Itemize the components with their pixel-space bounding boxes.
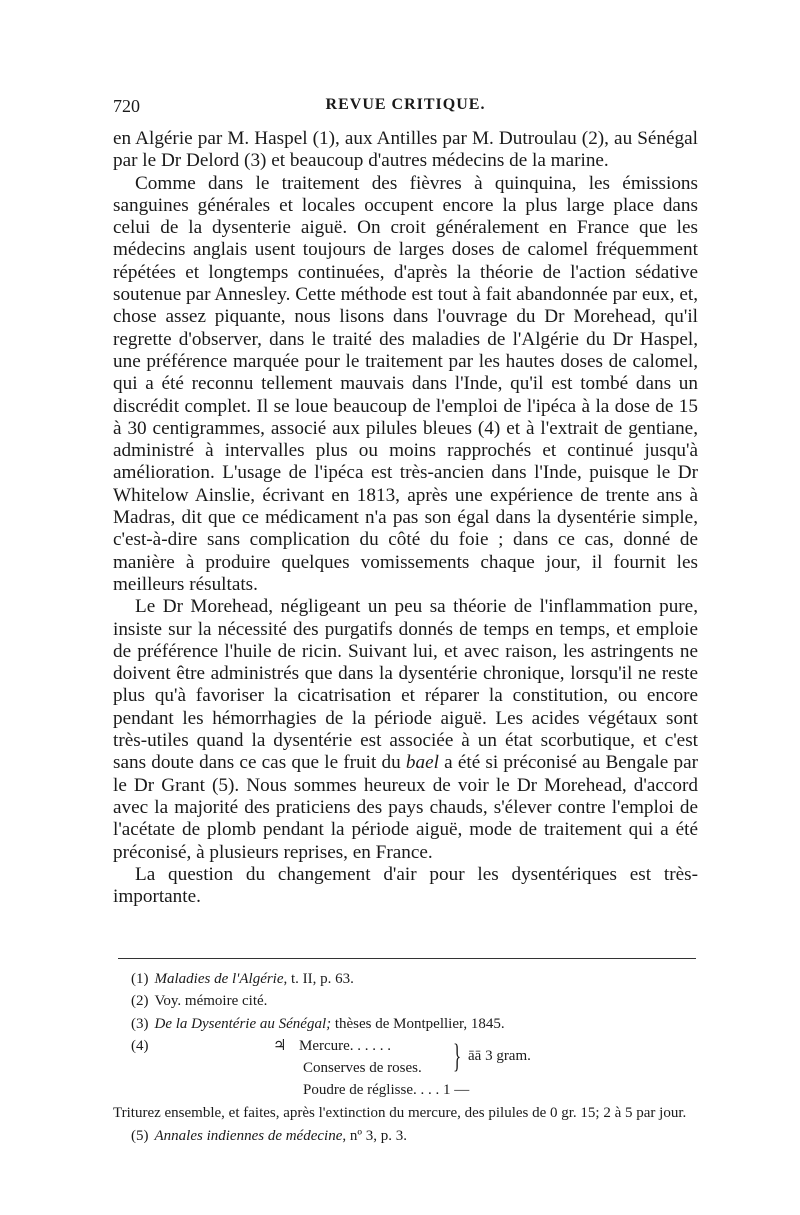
footnote-5-title: Annales indiennes de médecine (154, 1127, 343, 1144)
footnote-3-rest: thèses de Montpellier, 1845. (331, 1015, 505, 1032)
footnote-5 (113, 1125, 698, 1147)
jupiter-symbol-icon: ♃ (273, 1038, 287, 1055)
footnote-2 (113, 990, 698, 1012)
footnote-5-rest: , nº 3, p. 3. (342, 1127, 408, 1144)
page-header (113, 96, 698, 120)
footnote-5-mark: (5) (131, 1127, 149, 1144)
paragraph-4: La question du changement d'air pour les dysentériques est très-importante. (113, 863, 698, 908)
footnote-1-title: Maladies de l'Algérie (154, 971, 284, 987)
footnote-divider (118, 958, 696, 959)
paragraph-3 (113, 596, 698, 864)
footnote-2-mark: (2) (131, 993, 149, 1010)
footnote-4-recipe (113, 1035, 698, 1102)
footnote-3-title: De la Dysentérie au Sénégal; (154, 1015, 332, 1032)
footnote-1-rest: , t. II, p. 63. (283, 971, 354, 987)
footnote-4-continuation: Triturez ensemble, et faites, après l'extinction du mercure, des pilules de 0 gr. 15; 2 à 5 par jour. (113, 1105, 687, 1122)
footnote-4-mark: (4) (131, 1038, 149, 1055)
footnote-2-text: Voy. mémoire cité. (154, 993, 268, 1010)
body-text (113, 128, 698, 908)
paragraph-3-part-b: a été si préconisé au Bengale par le Dr Grant (5). Nous sommes heureux de voir le Dr Morehead, d'accord avec la majorité des praticiens des pays chauds, s'élever contre l'emploi de l'acétate de plomb pendant la période aiguë, mode de traitement qui a été préconisé, à plusieurs reprises, en France. (113, 752, 699, 863)
recipe-line-mercure: Mercure. . . . . . (299, 1038, 392, 1055)
recipe-brace: } (453, 1038, 462, 1076)
footnote-1-mark: (1) (131, 971, 149, 987)
recipe-line-conserves: Conserves de roses. (303, 1060, 422, 1077)
paragraph-1: en Algérie par M. Haspel (1), aux Antilles par M. Dutroulau (2), au Sénégal par le Dr Delord (3) et beaucoup d'autres médecins de la marine. (113, 128, 698, 172)
recipe-line-poudre: Poudre de réglisse. . . . 1 — (303, 1082, 470, 1099)
bael-emphasis: bael (405, 752, 439, 774)
footnote-3 (113, 1013, 698, 1035)
recipe-dose: āā 3 gram. (468, 1048, 531, 1065)
running-title: REVUE CRITIQUE. (325, 96, 486, 113)
paragraph-3-part-a: Le Dr Morehead, négligeant un peu sa théorie de l'inflammation pure, insiste sur la nécessité des purgatifs donnés de temps en temps, et emploie de préférence l'huile de ricin. Suivant lui, et avec raison, les astringents ne doivent être administrés que dans la dysentérie chronique, lorsqu'il ne reste plus qu'à favoriser la cicatrisation et réparer la constitution, ou encore pendant les hémorrhagies de la période aiguë. Les acides végétaux sont très-utiles quand la dysentérie est associée à un état scorbutique, et c'est sans doute dans ce cas que le fruit du (113, 596, 698, 774)
footnote-3-mark: (3) (131, 1015, 149, 1032)
footnote-1 (113, 968, 698, 990)
paragraph-2: Comme dans le traitement des fièvres à quinquina, les émissions sanguines générales et locales occupent encore la plus large place dans celui de la dysenterie aiguë. On croit généralement en France que les médecins anglais usent toujours de larges doses de calomel fréquemment répétées et longtemps continuées, d'après la théorie de l'action sédative soutenue par Annesley. Cette méthode est tout à fait abandonnée par eux, et, chose assez piquante, nous lisons dans l'ouvrage du Dr Morehead, qu'il regrette d'observer, dans le traité des maladies de l'Algérie du Dr Haspel, une préférence marquée pour le traitement par les hautes doses de calomel, qui a été reconnu tellement mauvais dans l'Inde, qu'il est tombé dans un discrédit complet. Il se loue beaucoup de l'emploi de l'ipéca à la dose de 15 à 30 centigrammes, associé aux pilules bleues (4) et à l'extrait de gentiane, administré à intervalles plus ou moins rapprochés et continué jusqu'à amélioration. L'usage de l'ipéca est très-ancien dans l'Inde, puisque le Dr Whitelow Ainslie, écrivant en 1813, après une expérience de trente ans à Madras, dit que ce médicament n'a pas son égal dans la dysentérie simple, c'est-à-dire sans complication du côté du foie ; dans ce cas, donné de manière à produire quelques vomissements chaque jour, il fournit les meilleurs résultats. (113, 172, 698, 595)
footnotes (113, 968, 698, 1147)
page-number: 720 (113, 96, 140, 116)
